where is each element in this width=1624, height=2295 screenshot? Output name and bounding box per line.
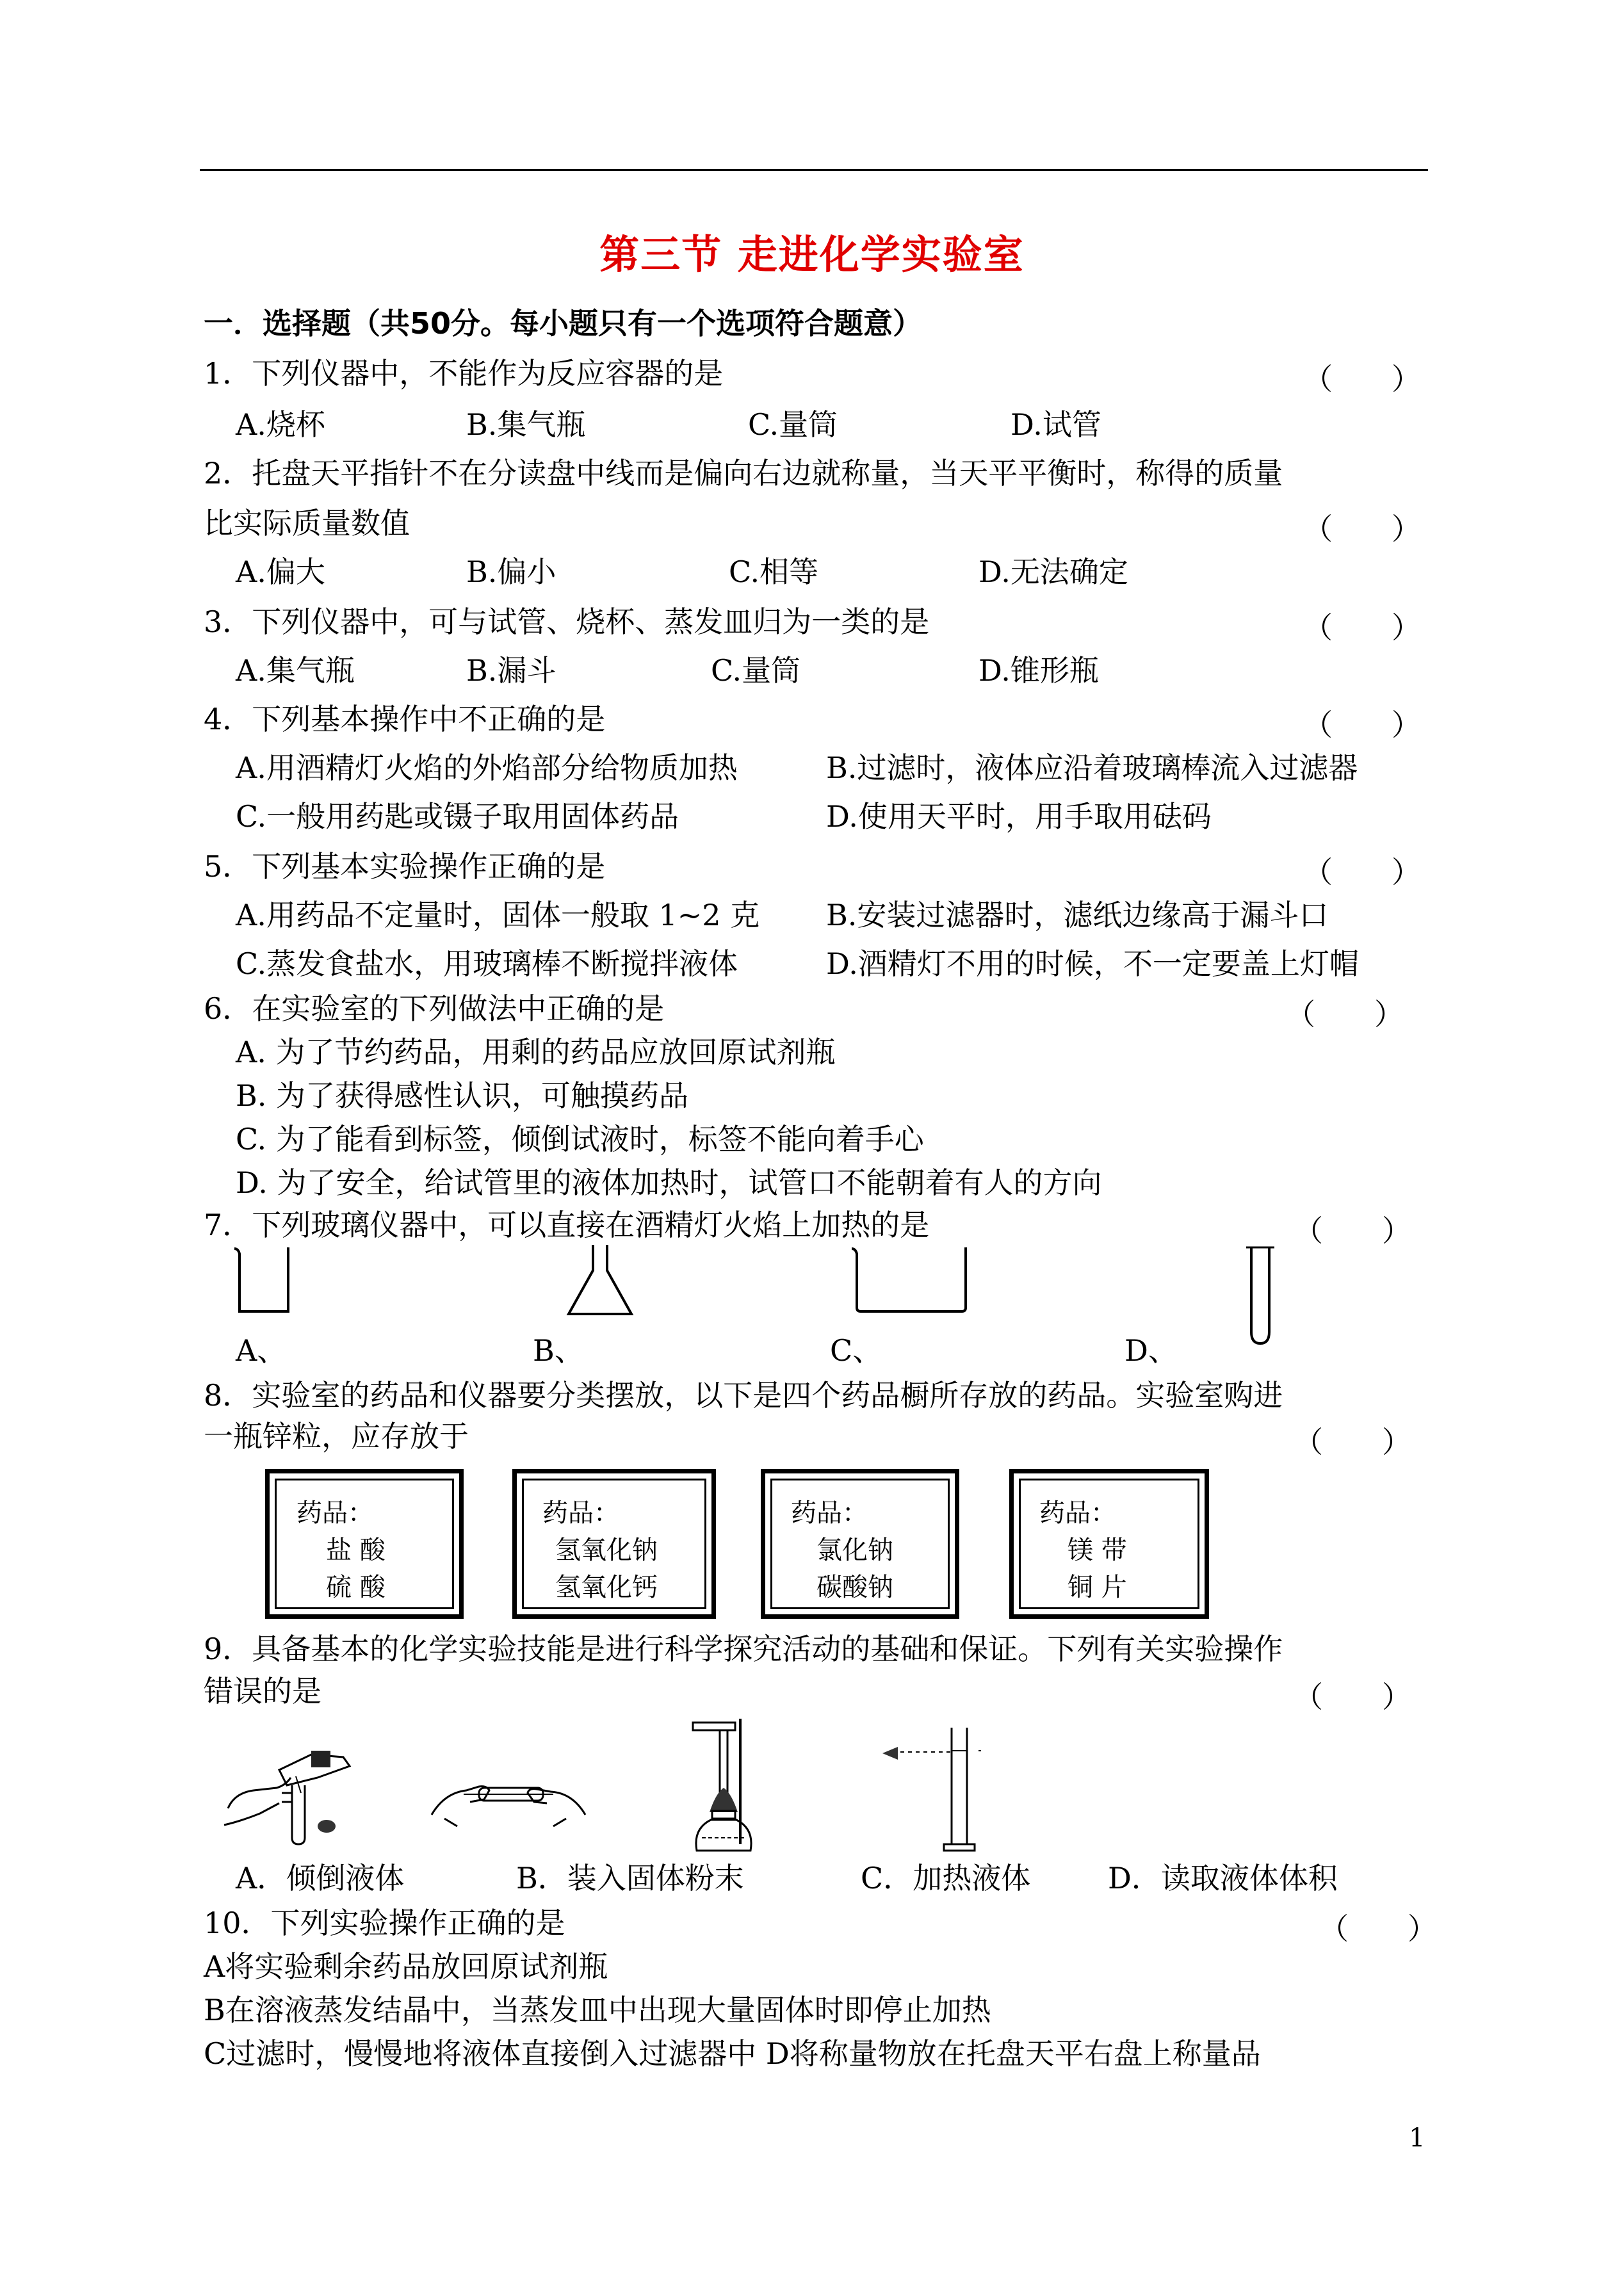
q5-option-b: B.安装过滤器时，滤纸边缘高于漏斗口 — [826, 898, 1329, 932]
q8-stem-line1: 8．实验室的药品和仪器要分类摆放，以下是四个药品橱所存放的药品。实验室购进 — [204, 1378, 1283, 1413]
medicine-cabinet-3 — [761, 1469, 959, 1619]
q4-answer-blank: （ ） — [1303, 708, 1421, 742]
q2-answer-blank: （ ） — [1303, 512, 1421, 546]
q8-stem-line2: 一瓶锌粒，应存放于 — [204, 1419, 469, 1454]
q5-option-c: C.蒸发食盐水，用玻璃棒不断搅拌液体 — [236, 946, 738, 981]
q5-option-a: A.用药品不定量时，固体一般取 1~2 克 — [236, 898, 760, 932]
q8-answer-blank: （ ） — [1294, 1425, 1411, 1459]
q1-option-c: C.量筒 — [748, 407, 838, 442]
q9-stem-line1: 9．具备基本的化学实验技能是进行科学探究活动的基础和保证。下列有关实验操作 — [204, 1632, 1283, 1666]
q2-stem-line1: 2．托盘天平指针不在分读盘中线而是偏向右边就称量，当天平平衡时，称得的质量 — [204, 456, 1283, 491]
q7-option-b: B、 — [533, 1333, 584, 1368]
q6-answer-blank: （ ） — [1286, 997, 1404, 1032]
q10-answer-blank: （ ） — [1319, 1911, 1437, 1946]
q7-option-d: D、 — [1125, 1333, 1178, 1368]
medicine-cabinet-1 — [265, 1469, 464, 1619]
cabinet-item: 碳酸钠 — [816, 1573, 893, 1602]
cabinet-label: 药品： — [791, 1498, 868, 1528]
cabinet-item: 氢氧化钠 — [555, 1536, 658, 1565]
conical-flask-icon — [565, 1242, 635, 1319]
q7-stem: 7．下列玻璃仪器中，可以直接在酒精灯火焰上加热的是 — [204, 1208, 930, 1242]
page-title: 第三节 走进化学实验室 — [599, 231, 1025, 278]
q1-stem: 1．下列仪器中，不能作为反应容器的是 — [204, 356, 724, 391]
q10-option-b: B在溶液蒸发结晶中，当蒸发皿中出现大量固体时即停止加热 — [204, 1993, 991, 2027]
q1-option-b: B.集气瓶 — [466, 407, 586, 442]
q3-option-a: A.集气瓶 — [236, 653, 355, 688]
q9-stem-line2: 错误的是 — [204, 1674, 321, 1708]
q5-option-d: D.酒精灯不用的时候，不一定要盖上灯帽 — [826, 946, 1359, 981]
q2-stem-line2: 比实际质量数值 — [204, 506, 410, 540]
q1-answer-blank: （ ） — [1303, 362, 1421, 396]
q3-stem: 3．下列仪器中，可与试管、烧杯、蒸发皿归为一类的是 — [204, 604, 930, 639]
cabinet-item: 镁 带 — [1068, 1536, 1127, 1565]
q6-option-d: D. 为了安全，给试管里的液体加热时，试管口不能朝着有人的方向 — [236, 1165, 1102, 1200]
wide-mouth-bottle-icon — [849, 1245, 970, 1315]
q10-option-cd: C过滤时，慢慢地将液体直接倒入过滤器中 D将称量物放在托盘天平右盘上称量品 — [204, 2036, 1261, 2071]
q5-answer-blank: （ ） — [1303, 855, 1421, 889]
heating-liquid-illustration — [684, 1716, 774, 1857]
test-tube-icon — [1245, 1245, 1276, 1347]
q2-option-c: C.相等 — [729, 555, 819, 589]
q5-stem: 5．下列基本实验操作正确的是 — [204, 849, 606, 884]
cabinet-item: 硫 酸 — [326, 1573, 386, 1602]
pouring-liquid-illustration — [215, 1731, 369, 1847]
q3-option-b: B.漏斗 — [466, 653, 556, 688]
medicine-cabinet-4 — [1009, 1469, 1209, 1619]
q9-option-b: B．装入固体粉末 — [516, 1861, 744, 1895]
q3-option-d: D.锥形瓶 — [978, 653, 1099, 688]
cabinet-item: 盐 酸 — [326, 1536, 386, 1565]
q10-stem: 10．下列实验操作正确的是 — [204, 1906, 565, 1940]
reading-volume-illustration — [880, 1725, 989, 1853]
q6-option-b: B. 为了获得感性认识，可触摸药品 — [236, 1078, 689, 1113]
q6-option-a: A. 为了节约药品，用剩的药品应放回原试剂瓶 — [236, 1035, 836, 1069]
q7-answer-blank: （ ） — [1294, 1213, 1411, 1248]
q6-stem: 6．在实验室的下列做法中正确的是 — [204, 991, 665, 1026]
cabinet-label: 药品： — [1039, 1498, 1116, 1528]
q2-option-d: D.无法确定 — [978, 555, 1128, 589]
cabinet-item: 氯化钠 — [816, 1536, 893, 1565]
cabinet-item: 铜 片 — [1068, 1573, 1127, 1602]
q9-option-a: A．倾倒液体 — [236, 1861, 405, 1895]
q7-option-a: A、 — [236, 1333, 287, 1368]
q1-option-a: A.烧杯 — [236, 407, 325, 442]
q4-stem: 4．下列基本操作中不正确的是 — [204, 702, 606, 736]
header-rule — [200, 169, 1428, 171]
q7-option-c: C、 — [830, 1333, 882, 1368]
cabinet-label: 药品： — [296, 1498, 373, 1528]
q6-option-c: C. 为了能看到标签，倾倒试液时，标签不能向着手心 — [236, 1122, 924, 1156]
q9-option-c: C．加热液体 — [861, 1861, 1031, 1895]
q1-option-d: D.试管 — [1011, 407, 1101, 442]
q4-option-d: D.使用天平时，用手取用砝码 — [826, 799, 1212, 834]
q3-answer-blank: （ ） — [1303, 610, 1421, 645]
q4-option-a: A.用酒精灯火焰的外焰部分给物质加热 — [236, 750, 738, 785]
medicine-cabinet-2 — [512, 1469, 716, 1619]
cabinet-item: 氢氧化钙 — [555, 1573, 658, 1602]
beaker-icon — [232, 1245, 296, 1317]
q9-answer-blank: （ ） — [1294, 1680, 1411, 1714]
q3-option-c: C.量筒 — [711, 653, 801, 688]
q4-option-c: C.一般用药匙或镊子取用固体药品 — [236, 799, 679, 834]
q9-option-d: D．读取液体体积 — [1108, 1861, 1338, 1895]
section-heading: 一．选择题（共50分。每小题只有一个选项符合题意） — [204, 306, 923, 341]
q2-option-a: A.偏大 — [236, 555, 325, 589]
loading-powder-illustration — [425, 1755, 592, 1831]
q4-option-b: B.过滤时，液体应沿着玻璃棒流入过滤器 — [826, 750, 1358, 785]
cabinet-label: 药品： — [542, 1498, 619, 1528]
q10-option-a: A将实验剩余药品放回原试剂瓶 — [204, 1949, 608, 1984]
page-number: 1 — [1409, 2123, 1425, 2153]
q2-option-b: B.偏小 — [466, 555, 556, 589]
